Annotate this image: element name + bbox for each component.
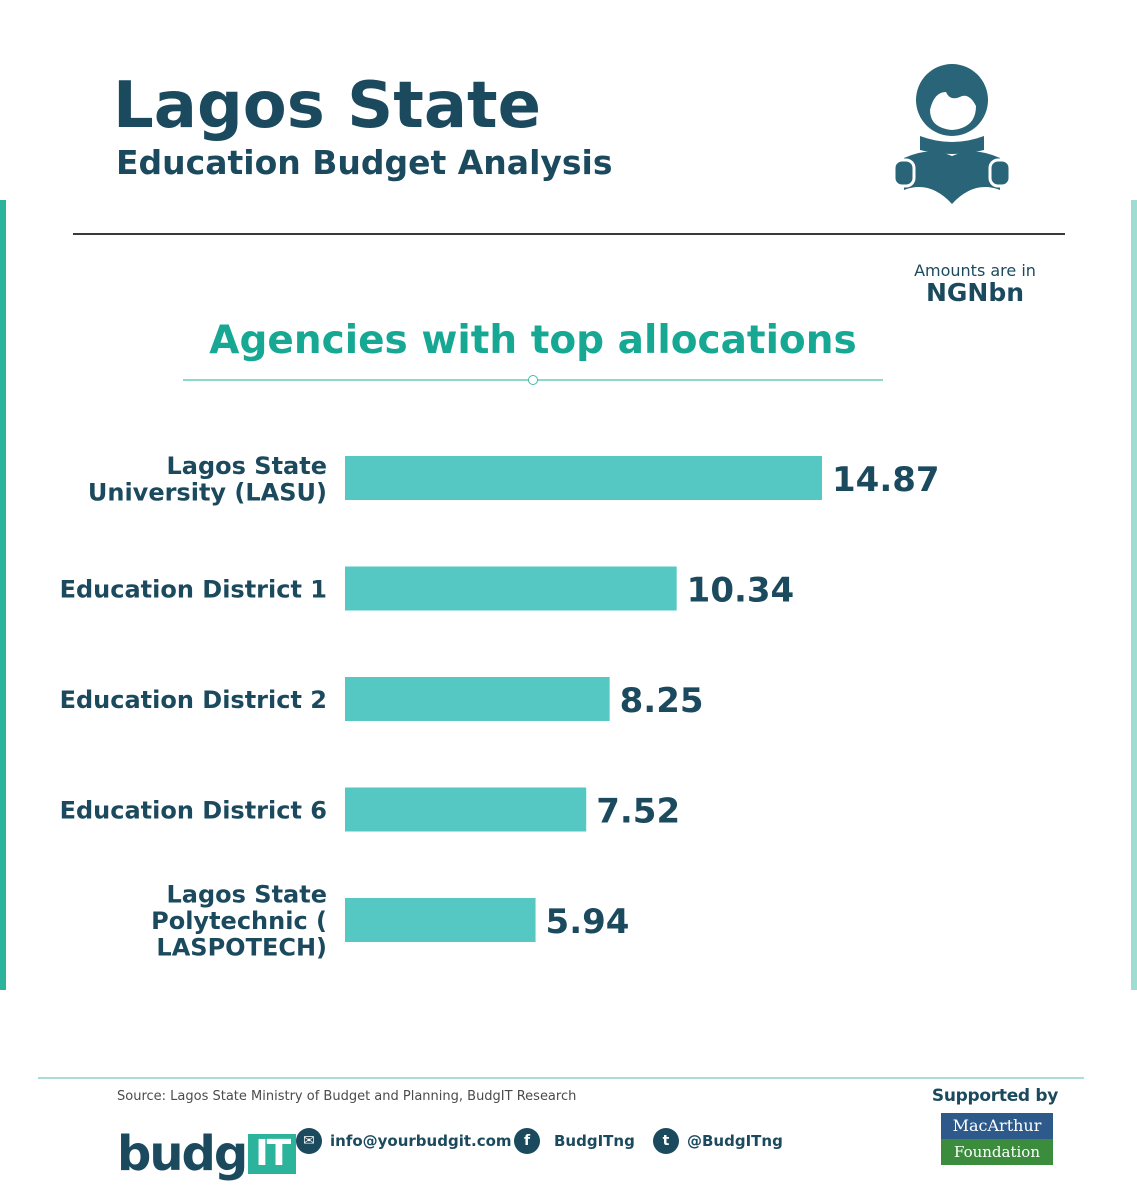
category-label-line: Education District 1: [59, 575, 327, 604]
bar-1: [345, 567, 677, 611]
email-contact[interactable]: [296, 1127, 512, 1155]
category-label-line: University (LASU): [87, 478, 327, 507]
budgit-logo: [117, 1118, 296, 1182]
category-label-line: LASPOTECH): [156, 933, 327, 962]
page-title: Lagos State: [113, 69, 541, 143]
category-label-1: [60, 576, 327, 604]
value-label-1: 10.34: [686, 570, 795, 611]
facebook-text: BudgITng: [554, 1132, 635, 1150]
category-label-4: [151, 881, 327, 962]
units-value: NGNbn: [925, 278, 1025, 307]
category-label-line: Lagos State: [166, 880, 327, 909]
twitter-contact[interactable]: [653, 1127, 783, 1155]
value-label-4: 5.94: [545, 902, 630, 942]
bar-2: [345, 677, 610, 721]
bar-3: [345, 788, 586, 832]
logo-text: budg: [117, 1126, 247, 1182]
chart-title: Agencies with top allocations: [209, 318, 857, 363]
value-label-0: 14.87: [832, 460, 940, 500]
macarthur-logo: [941, 1113, 1053, 1165]
value-label-3: 7.52: [596, 791, 681, 832]
source-note: Source: Lagos State Ministry of Budget and Planning, BudgIT Research: [117, 1089, 577, 1104]
bar-0: [345, 456, 822, 500]
twitter-text: @BudgITng: [687, 1132, 783, 1150]
supported-by-label: Supported by: [931, 1086, 1059, 1106]
facebook-contact[interactable]: [514, 1127, 635, 1155]
value-label-2: 8.25: [619, 681, 704, 721]
sponsor-name-bottom: Foundation: [941, 1139, 1053, 1165]
logo-box: IT: [248, 1134, 296, 1174]
footer-divider: [38, 1077, 1084, 1079]
category-label-line: Lagos State: [166, 451, 327, 480]
page-subtitle: Education Budget Analysis: [116, 143, 613, 182]
category-label-3: [60, 797, 327, 825]
category-label-line: Education District 2: [59, 686, 327, 714]
category-label-line: Education District 6: [59, 796, 327, 825]
twitter-icon: t: [653, 1128, 679, 1154]
category-label-0: [88, 452, 327, 507]
category-label-2: [60, 686, 327, 714]
mail-icon: ✉: [296, 1128, 322, 1154]
bar-4: [345, 898, 536, 942]
units-label: Amounts are in: [914, 261, 1036, 280]
facebook-icon: f: [514, 1128, 540, 1154]
sponsor-name-top: MacArthur: [941, 1113, 1053, 1139]
email-text: info@yourbudgit.com: [330, 1132, 512, 1150]
category-label-line: Polytechnic (: [151, 907, 327, 935]
